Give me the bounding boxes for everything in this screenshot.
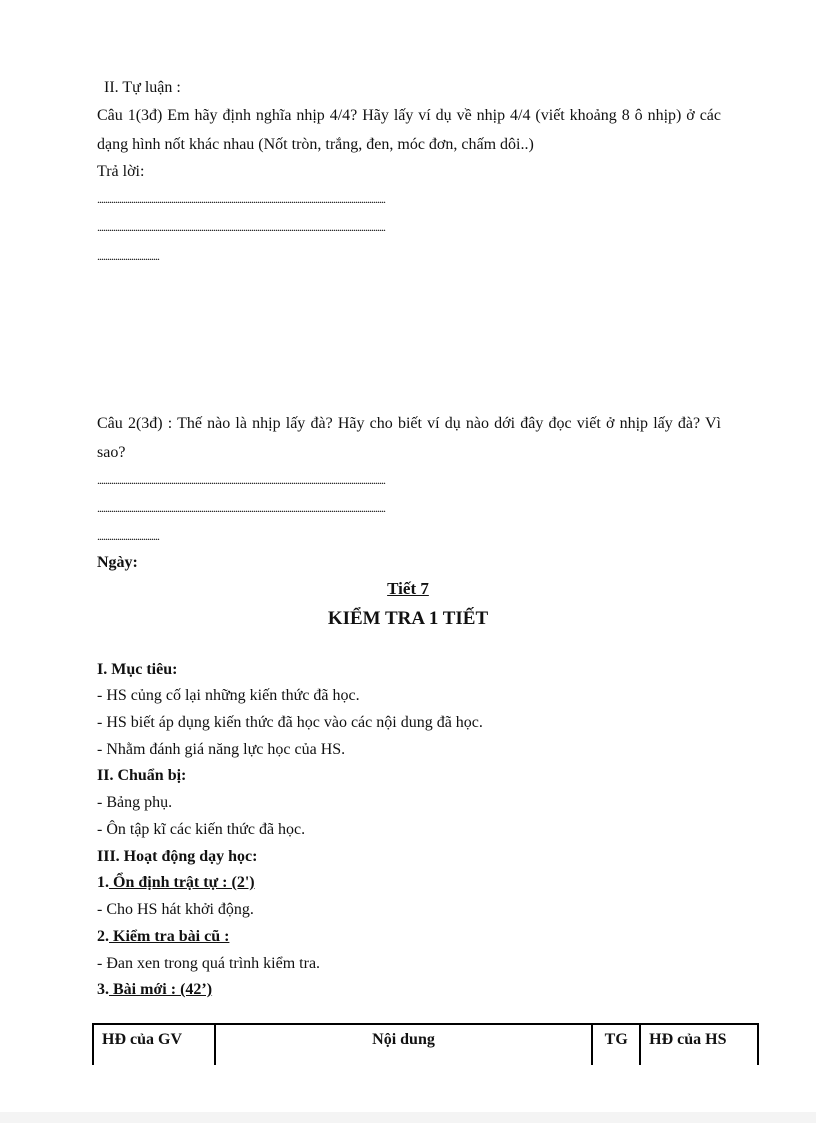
- step-3-number: 3.: [97, 981, 109, 998]
- preparation-item: - Bảng phụ.: [97, 794, 173, 811]
- step-2-heading: [97, 927, 229, 947]
- step-3-title: Bài mới : (42’): [109, 981, 213, 998]
- answer-line-5: ................................................................................................................................................: [97, 501, 385, 515]
- step-3-heading: [97, 980, 212, 1000]
- step-2-title: Kiểm tra bài cũ :: [109, 928, 230, 945]
- answer-line-3: ...............................: [97, 249, 159, 263]
- objective-item: - HS biết áp dụng kiến thức đã học vào các nội dung đã học.: [97, 714, 483, 731]
- step-2-item: - Đan xen trong quá trình kiểm tra.: [97, 955, 321, 972]
- main-title: KIỂM TRA 1 TIẾT: [327, 608, 489, 629]
- step-1-item: - Cho HS hát khởi động.: [97, 901, 254, 918]
- header-content: Nội dung: [215, 1024, 592, 1065]
- step-1-heading: [97, 873, 255, 893]
- objective-item: - Nhằm đánh giá năng lực học của HS.: [97, 741, 346, 758]
- date-label: Ngày:: [97, 554, 138, 571]
- header-student-activity: HĐ của HS: [640, 1024, 758, 1065]
- question-1-text: Câu 1(3đ) Em hãy định nghĩa nhịp 4/4? Hãy lấy ví dụ về nhịp 4/4 (viết khoảng 8 ô nhịp) ở các dạng hình nốt khác nhau (Nốt tròn, trắng, đen, móc đơn, chấm dôi..): [97, 107, 721, 153]
- page-bottom-edge: [0, 1112, 816, 1123]
- step-1-title: Ổn định trật tự : (2'): [109, 874, 255, 891]
- step-1-number: 1.: [97, 874, 109, 891]
- answer-line-2: ................................................................................................................................................: [97, 220, 385, 234]
- lesson-title: Tiết 7: [387, 579, 429, 598]
- table-header-row: [93, 1024, 758, 1065]
- question-2-text: Câu 2(3đ) : Thế nào là nhịp lấy đà? Hãy cho biết ví dụ nào dới đây đọc viết ở nhịp lấy đà? Vì sao?: [97, 415, 721, 461]
- step-2-number: 2.: [97, 928, 109, 945]
- answer-line-6: ...............................: [97, 529, 159, 543]
- preparation-heading: II. Chuẩn bị:: [97, 767, 187, 784]
- preparation-item: - Ôn tập kĩ các kiến thức đã học.: [97, 821, 306, 838]
- answer-label: Trả lời:: [97, 163, 145, 180]
- section-heading-essay: II. Tự luận :: [104, 79, 181, 96]
- header-time: TG: [592, 1024, 640, 1065]
- header-teacher-activity: HĐ của GV: [93, 1024, 215, 1065]
- objectives-heading: I. Mục tiêu:: [97, 661, 178, 678]
- answer-line-4: ................................................................................................................................................: [97, 473, 385, 487]
- activities-heading: III. Hoạt động dạy học:: [97, 848, 258, 865]
- objective-item: - HS củng cố lại những kiến thức đã học.: [97, 687, 360, 704]
- answer-line-1: ................................................................................................................................................: [97, 192, 385, 206]
- lesson-plan-table: [92, 1023, 759, 1065]
